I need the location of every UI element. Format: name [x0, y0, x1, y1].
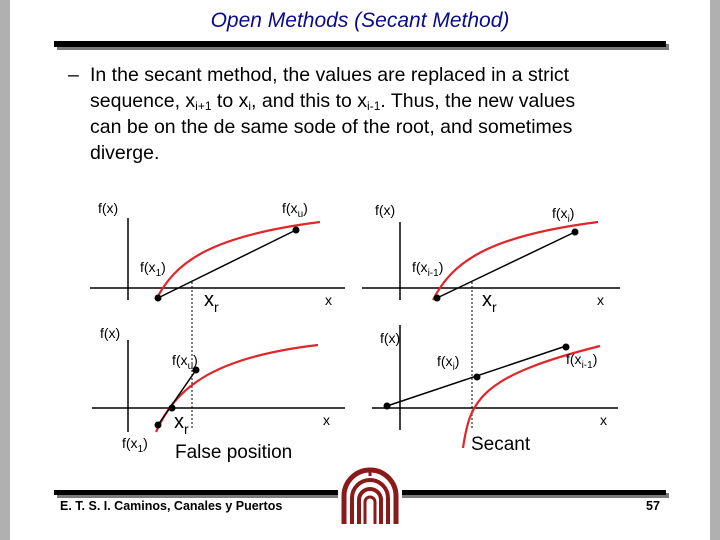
point-xi-1 — [434, 295, 441, 302]
caption-secant: Secant — [471, 434, 531, 455]
point-xr — [384, 403, 391, 410]
point-xi — [474, 374, 481, 381]
bullet-line-2: sequence, $x_{i+1}$ to $x_i$, and this to $x_{i-1}$. Thus, the new values — [90, 90, 576, 113]
point-xi-1 — [563, 344, 570, 351]
fxi-1-label: $f(x_{i-1})$ — [412, 259, 444, 279]
bullet-line-4: diverge. — [90, 142, 160, 164]
point-x1 — [155, 295, 162, 302]
fxu-label: $f(x_u)$ — [282, 200, 308, 220]
point-x1 — [155, 422, 162, 429]
university-logo-icon — [338, 466, 402, 526]
bullet-line-1: In the secant method, the values are replaced in a strict — [90, 64, 570, 86]
bullet-line-3: can be on the de same sode of the root, and sometimes — [90, 116, 573, 138]
fxi-label: $f(x_i)$ — [437, 353, 460, 373]
page-number: 57 — [646, 499, 660, 513]
fxi-1-label: $f(x_{i-1})$ — [566, 351, 598, 371]
point-xu — [293, 227, 300, 234]
x-label: x — [600, 412, 607, 428]
x-label: x — [597, 292, 604, 308]
slide-title: Open Methods (Secant Method) — [210, 9, 510, 32]
caption-false-position: False position — [175, 442, 293, 463]
xr-label: $x_r$ — [174, 411, 189, 437]
fx1-label: $f(x_1)$ — [122, 435, 148, 455]
panel-false-position-bottom — [92, 325, 345, 455]
x-label: x — [323, 412, 330, 428]
point-xi — [572, 229, 579, 236]
xr-label: $x_r$ — [204, 289, 219, 315]
footer-institution: E. T. S. I. Caminos, Canales y Puertos — [60, 499, 283, 513]
x-label: x — [325, 292, 332, 308]
fy-label: f(x) — [380, 330, 401, 346]
fx1-label: $f(x_1)$ — [140, 259, 166, 279]
fy-label: f(x) — [100, 325, 121, 341]
bullet-dash: – — [68, 64, 79, 86]
panel-secant-bottom — [372, 325, 618, 448]
fy-label: f(x) — [375, 202, 396, 218]
fxu-label: $f(x_u)$ — [172, 352, 198, 372]
fy-label: f(x) — [98, 200, 119, 216]
fxi-label: $f(x_i)$ — [552, 205, 575, 225]
xr-label: $x_r$ — [482, 289, 497, 315]
